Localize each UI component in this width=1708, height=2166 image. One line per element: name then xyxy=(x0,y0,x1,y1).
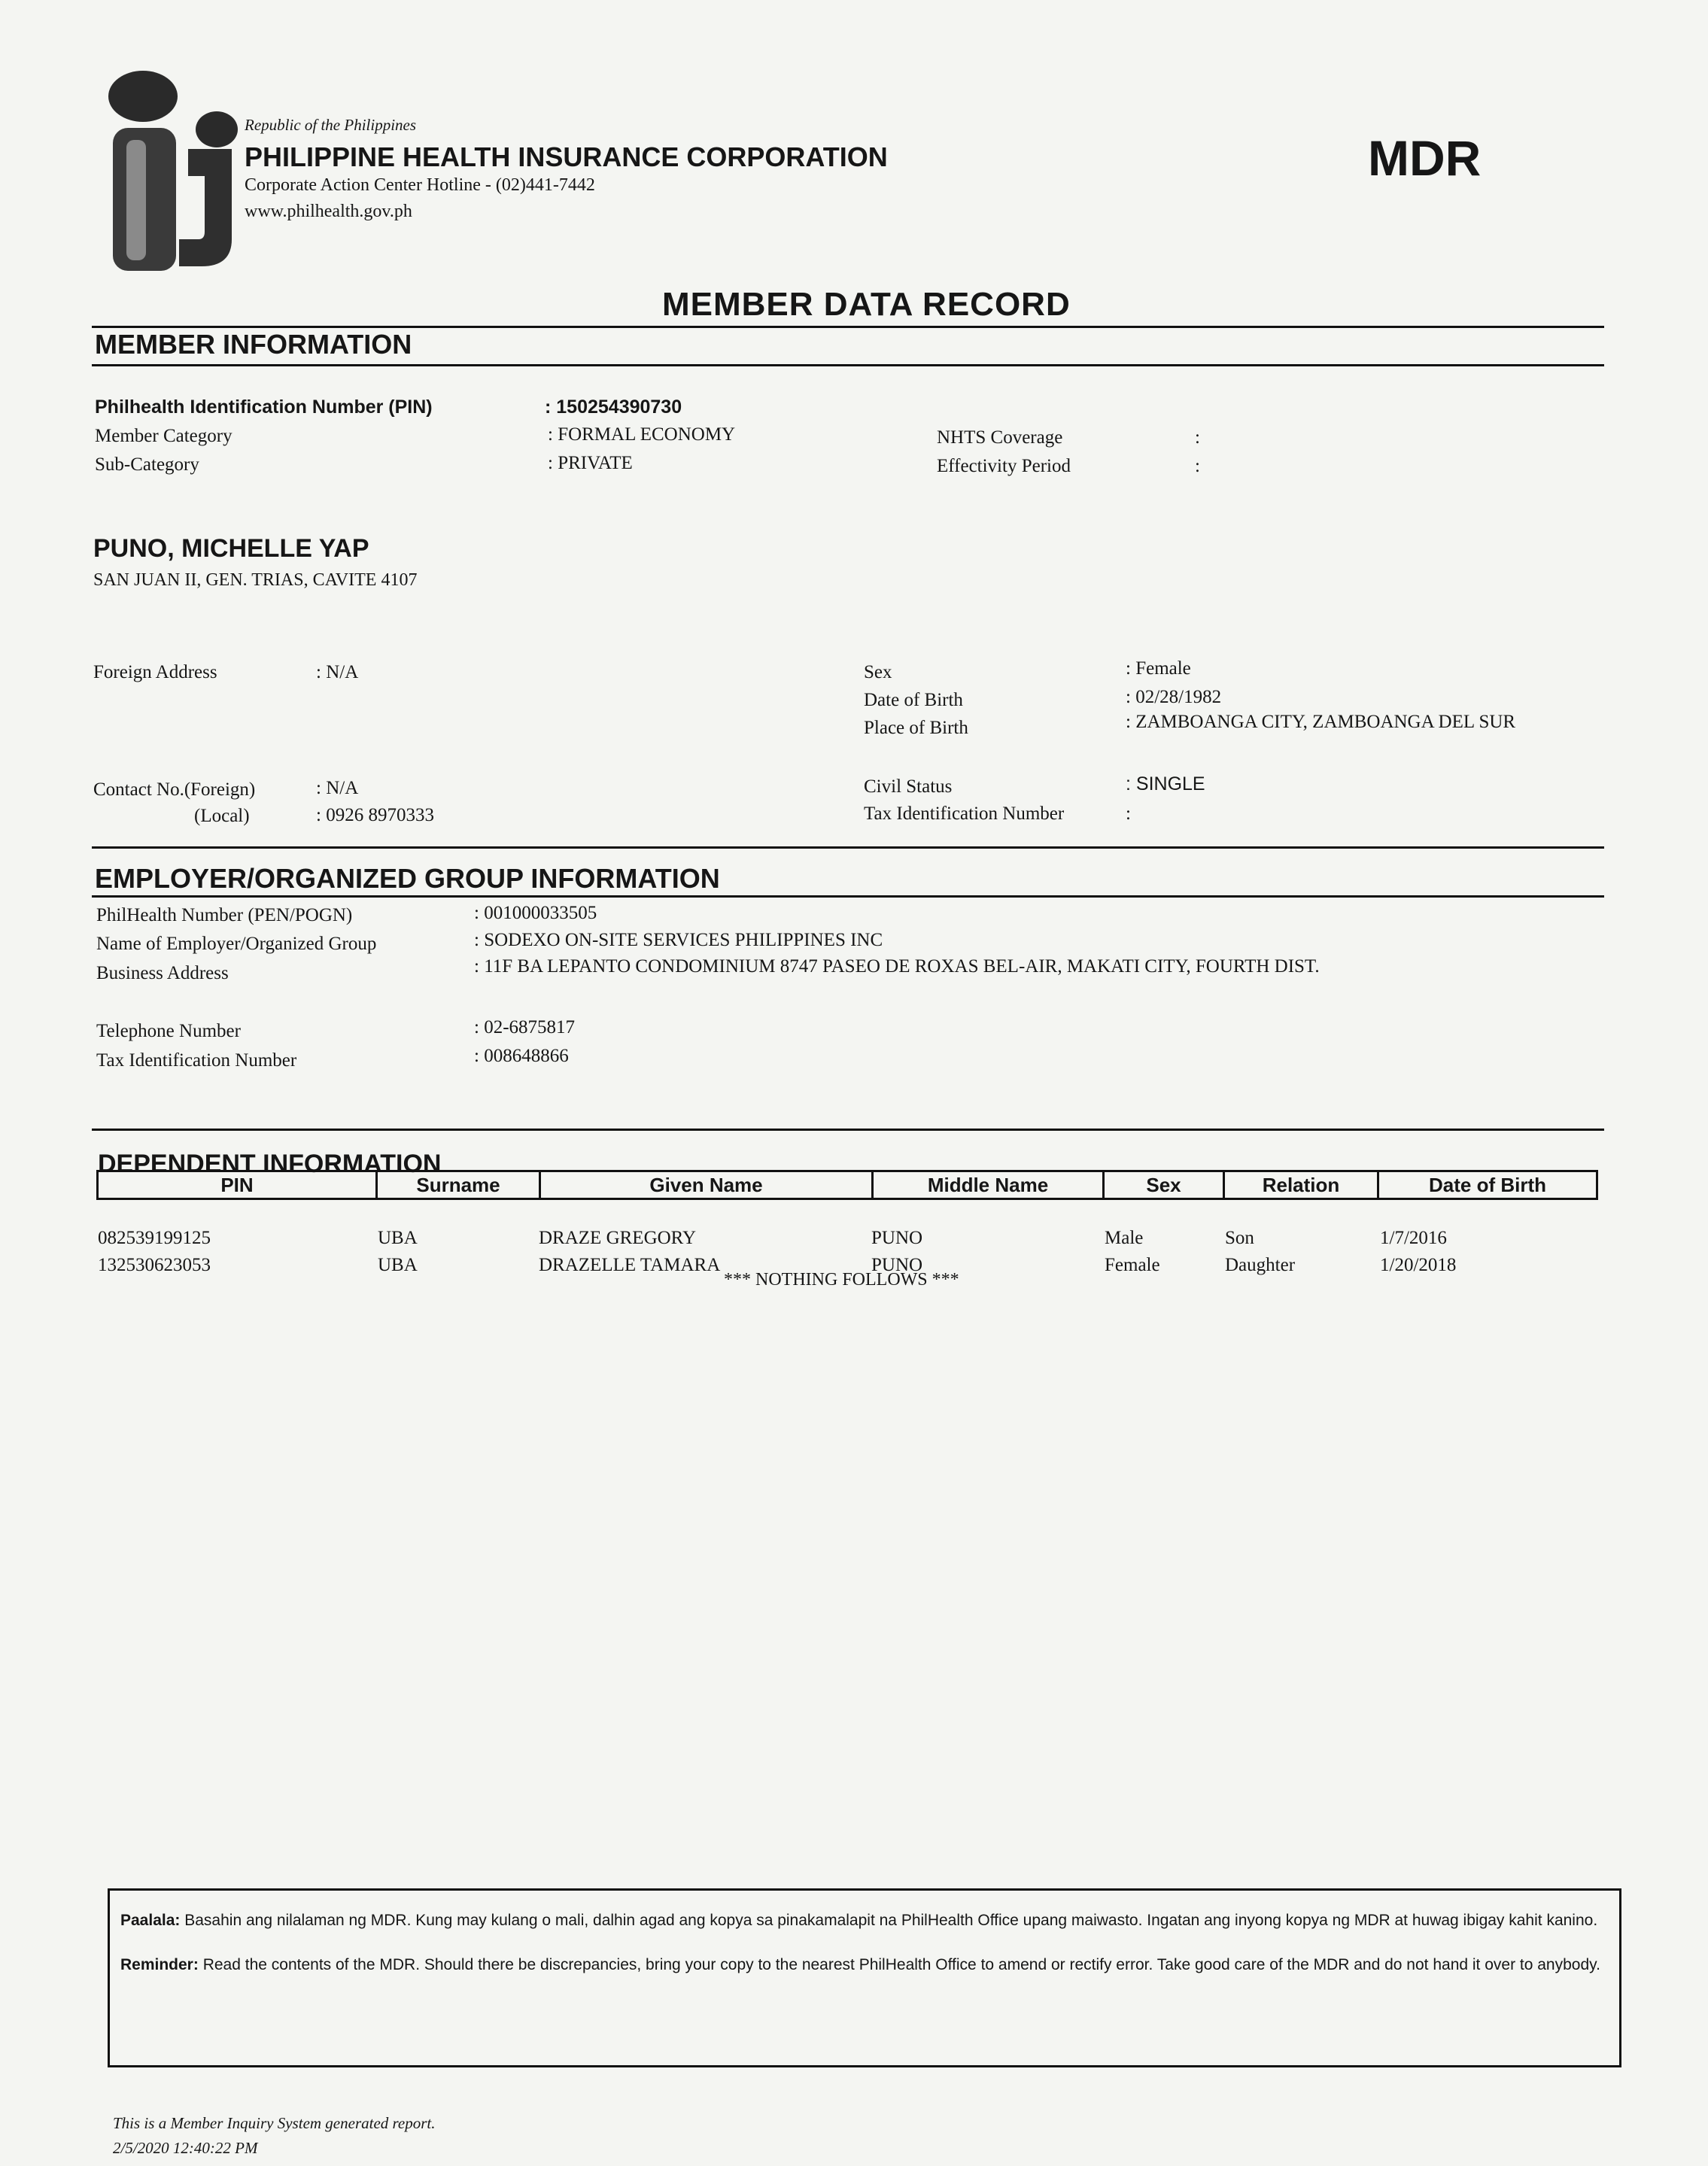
member-category-label: Member Category xyxy=(95,426,232,446)
member-section-title: MEMBER INFORMATION xyxy=(95,329,412,360)
contact-local-label: (Local) xyxy=(194,806,250,826)
sex-label: Sex xyxy=(864,662,892,682)
employer-tin-value: : 008648866 xyxy=(474,1046,569,1066)
table-row xyxy=(96,1228,1603,1255)
sub-category-value: : PRIVATE xyxy=(548,453,633,473)
business-address-label: Business Address xyxy=(96,963,229,983)
dependent-given-name: DRAZELLE TAMARA xyxy=(539,1255,721,1275)
employer-tin-label: Tax Identification Number xyxy=(96,1050,297,1071)
dependent-relation: Son xyxy=(1225,1228,1254,1248)
generated-timestamp: 2/5/2020 12:40:22 PM xyxy=(113,2139,258,2157)
column-header-relation: Relation xyxy=(1223,1170,1379,1200)
column-header-sex: Sex xyxy=(1102,1170,1225,1200)
paalala-note xyxy=(120,1909,1606,1932)
dependent-pin: 132530623053 xyxy=(98,1255,211,1275)
employer-section-title: EMPLOYER/ORGANIZED GROUP INFORMATION xyxy=(95,863,720,894)
column-header-pin: PIN xyxy=(96,1170,378,1200)
dependent-sex: Male xyxy=(1105,1228,1144,1248)
date-of-birth-value: : 02/28/1982 xyxy=(1126,687,1222,707)
dependent-middle-name: PUNO xyxy=(871,1255,923,1275)
section-divider xyxy=(92,895,1604,898)
section-divider xyxy=(92,846,1604,849)
column-header-given-name: Given Name xyxy=(539,1170,874,1200)
place-of-birth-value: : ZAMBOANGA CITY, ZAMBOANGA DEL SUR xyxy=(1126,712,1516,732)
doc-code: MDR xyxy=(1368,130,1482,186)
pin-value: : 150254390730 xyxy=(545,396,682,418)
pen-value: : 001000033505 xyxy=(474,903,597,923)
civil-status-label: Civil Status xyxy=(864,776,953,797)
dependent-surname: UBA xyxy=(378,1255,418,1275)
member-category-value: : FORMAL ECONOMY xyxy=(548,424,736,445)
website-text: www.philhealth.gov.ph xyxy=(245,202,412,221)
page-title: MEMBER DATA RECORD xyxy=(662,286,1071,323)
generated-report-note: This is a Member Inquiry System generated report. xyxy=(113,2114,436,2132)
foreign-address-value: : N/A xyxy=(316,662,359,682)
column-header-surname: Surname xyxy=(375,1170,541,1200)
contact-foreign-value: : N/A xyxy=(316,778,359,798)
employer-name-value: : SODEXO ON-SITE SERVICES PHILIPPINES INC xyxy=(474,930,883,950)
section-divider xyxy=(92,364,1604,366)
member-address: SAN JUAN II, GEN. TRIAS, CAVITE 4107 xyxy=(93,570,418,590)
date-of-birth-label: Date of Birth xyxy=(864,690,963,710)
contact-local-value: : 0926 8970333 xyxy=(316,805,434,825)
pin-label: Philhealth Identification Number (PIN) xyxy=(95,396,433,418)
member-tin-value: : xyxy=(1126,804,1131,824)
contact-foreign-label: Contact No.(Foreign) xyxy=(93,779,256,800)
nothing-follows-note: *** NOTHING FOLLOWS *** xyxy=(724,1270,959,1290)
dependent-date-of-birth: 1/20/2018 xyxy=(1380,1255,1457,1275)
effectivity-period-value: : xyxy=(1195,456,1200,476)
effectivity-period-label: Effectivity Period xyxy=(937,456,1071,476)
column-header-date-of-birth: Date of Birth xyxy=(1377,1170,1598,1200)
foreign-address-label: Foreign Address xyxy=(93,662,217,682)
notes-box xyxy=(108,1888,1621,2067)
pen-label: PhilHealth Number (PEN/POGN) xyxy=(96,905,353,925)
section-divider xyxy=(92,326,1604,328)
sex-value: : Female xyxy=(1126,658,1191,679)
column-header-middle-name: Middle Name xyxy=(871,1170,1105,1200)
civil-status-value: : SINGLE xyxy=(1126,773,1205,794)
nhts-coverage-label: NHTS Coverage xyxy=(937,427,1063,448)
member-name: PUNO, MICHELLE YAP xyxy=(93,534,369,563)
republic-text: Republic of the Philippines xyxy=(245,116,417,134)
dependent-section-title: DEPENDENT INFORMATION xyxy=(98,1150,442,1178)
dependent-middle-name: PUNO xyxy=(871,1228,923,1248)
dependent-table-header xyxy=(96,1170,1603,1200)
reminder-text: Read the contents of the MDR. Should there be discrepancies, bring your copy to the nearest PhilHealth Office to amend or rectify error. Take good care of the MDR and do not hand it over to anybody. xyxy=(202,1956,1600,1973)
section-divider xyxy=(92,1129,1604,1131)
paalala-label: Paalala: xyxy=(120,1912,181,1929)
dependent-sex: Female xyxy=(1105,1255,1160,1275)
nhts-coverage-value: : xyxy=(1195,427,1200,448)
hotline-text: Corporate Action Center Hotline - (02)441-7442 xyxy=(245,175,595,195)
corporation-name: PHILIPPINE HEALTH INSURANCE CORPORATION xyxy=(245,141,888,172)
reminder-label: Reminder: xyxy=(120,1956,199,1973)
dependent-pin: 082539199125 xyxy=(98,1228,211,1248)
member-tin-label: Tax Identification Number xyxy=(864,804,1065,824)
dependent-date-of-birth: 1/7/2016 xyxy=(1380,1228,1447,1248)
employer-name-label: Name of Employer/Organized Group xyxy=(96,934,377,954)
reminder-note xyxy=(120,1953,1606,1976)
paalala-text: Basahin ang nilalaman ng MDR. Kung may kulang o mali, dalhin agad ang kopya sa pinakamalapit na PhilHealth Office upang maiwasto. Ingatan ang inyong kopya ng MDR at huwag ibigay kahit kanino. xyxy=(184,1912,1598,1929)
place-of-birth-label: Place of Birth xyxy=(864,718,968,738)
sub-category-label: Sub-Category xyxy=(95,454,199,475)
business-address-value: : 11F BA LEPANTO CONDOMINIUM 8747 PASEO DE ROXAS BEL-AIR, MAKATI CITY, FOURTH DIST. xyxy=(474,956,1320,977)
dependent-surname: UBA xyxy=(378,1228,418,1248)
dependent-given-name: DRAZE GREGORY xyxy=(539,1228,697,1248)
telephone-label: Telephone Number xyxy=(96,1021,241,1041)
telephone-value: : 02-6875817 xyxy=(474,1017,576,1037)
dependent-relation: Daughter xyxy=(1225,1255,1296,1275)
philhealth-logo-icon xyxy=(98,68,241,278)
